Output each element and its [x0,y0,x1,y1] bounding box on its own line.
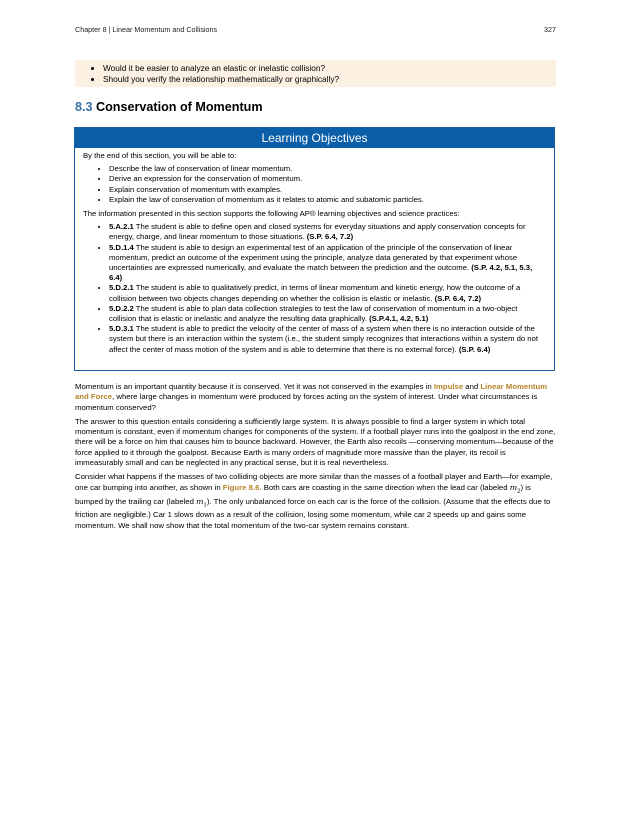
learning-objectives-title: Learning Objectives [75,128,554,148]
page-number: 327 [544,25,556,34]
ap-intro: The information presented in this section supports the following AP® learning objectives and science practices: [83,209,460,219]
review-questions-box [75,60,556,87]
link-linear-momentum-and-force[interactable]: Linear Momentum and Force [75,382,548,402]
standard-item: • 5.D.1.4 The student is able to design an experimental test of an application of the principle of the conservation of linear momentum, predict an outcome of the experiment using the principle, analyze data generated by that experiment whose uncertainties are expressed numerically, and evaluate the match between the prediction and the outcome. (S.P. 4.2, 5.1, 5.3, 6.4) [109,243,546,284]
section-title: Conservation of Momentum [96,100,263,114]
link-figure-8-6[interactable]: Figure 8.6 [222,482,260,492]
objective-item: • Derive an expression for the conservation of momentum. [109,174,546,184]
math-m1: $m_1$ [196,496,207,509]
paragraph: Consider what happens if the masses of two colliding objects are more similar than the masses of a football player and Earth—for example, one car bumping into another, as shown in Figure 8.6. Both cars are coasting in the same direction when the lead car (labeled $m_2$) is bumped by the trailing car (labeled $m_1$). The only unbalanced force on each car is the force of the collision. (Assume that the effects due to friction are negligible.) Car 1 slows down as a result of the collision, losing some momentum, while car 2 speeds up and gains some momentum. We shall now show that the total momentum of the two-car system remains constant. [75,472,553,530]
standard-item: • 5.D.3.1 The student is able to predict the velocity of the center of mass of a system when there is no interaction outside of the system but there is an interaction within the system (i.e., the student simply recognizes that interactions within a system do not affect the center of mass motion of the system and is able to determine that there is no external force). (S.P. 6.4) [109,324,546,355]
chapter-title: Chapter 8 | Linear Momentum and Collisions [75,25,218,34]
learning-objectives-box [74,127,555,371]
paragraph: Momentum is an important quantity because it is conserved. Yet it was not conserved in the examples in Impulse and Linear Momentum and Force, where large changes in momentum were produced by forces acting on the system of interest. Under what circumstances is momentum conserved? [75,382,548,412]
standard-item: • 5.A.2.1 The student is able to define open and closed systems for everyday situations and apply conservation concepts for energy, charge, and linear momentum to those situations. (S.P. 6.4, 7.2) [109,222,546,242]
standard-item: • 5.D.2.2 The student is able to plan data collection strategies to test the law of conservation of momentum in a two-object collision that is elastic or inelastic and analyze the resulting data graphically. (S.P.4.1, 4.2, 5.1) [109,304,546,324]
list-item: • Would it be easier to analyze an elastic or inelastic collision? [103,63,556,74]
math-m2: $m_2$ [509,482,521,495]
objective-item: • Explain conservation of momentum with examples. [109,185,546,195]
list-item: • Should you verify the relationship mathematically or graphically? [103,74,556,85]
objectives-intro: By the end of this section, you will be able to: [83,151,237,160]
section-heading [75,100,263,114]
paragraph: The answer to this question entails considering a sufficiently large system. It is always possible to find a larger system in which total momentum is constant, even if momentum changes for components of the system. If a football player runs into the goalpost in the end zone, there will be a force on him that causes him to bounce backward. However, the Earth also recoils —conserving momentum—because of the force applied to it through the goalpost. Because Earth is many orders of magnitude more massive than the player, its recoil is immeasurably small and can be neglected in any practical sense, but it is real nevertheless. [75,416,556,468]
link-impulse[interactable]: Impulse [433,382,464,391]
section-number: 8.3 [75,100,93,114]
objective-item: • Explain the law of conservation of momentum as it relates to atomic and subatomic particles. [109,195,546,205]
objective-item: • Describe the law of conservation of linear momentum. [109,164,546,174]
main-text [75,382,556,535]
standard-item: • 5.D.2.1 The student is able to qualitatively predict, in terms of linear momentum and kinetic energy, how the outcome of a collision between two objects changes depending on whether the collision is elastic or inelastic. (S.P. 6.4, 7.2) [109,283,546,303]
